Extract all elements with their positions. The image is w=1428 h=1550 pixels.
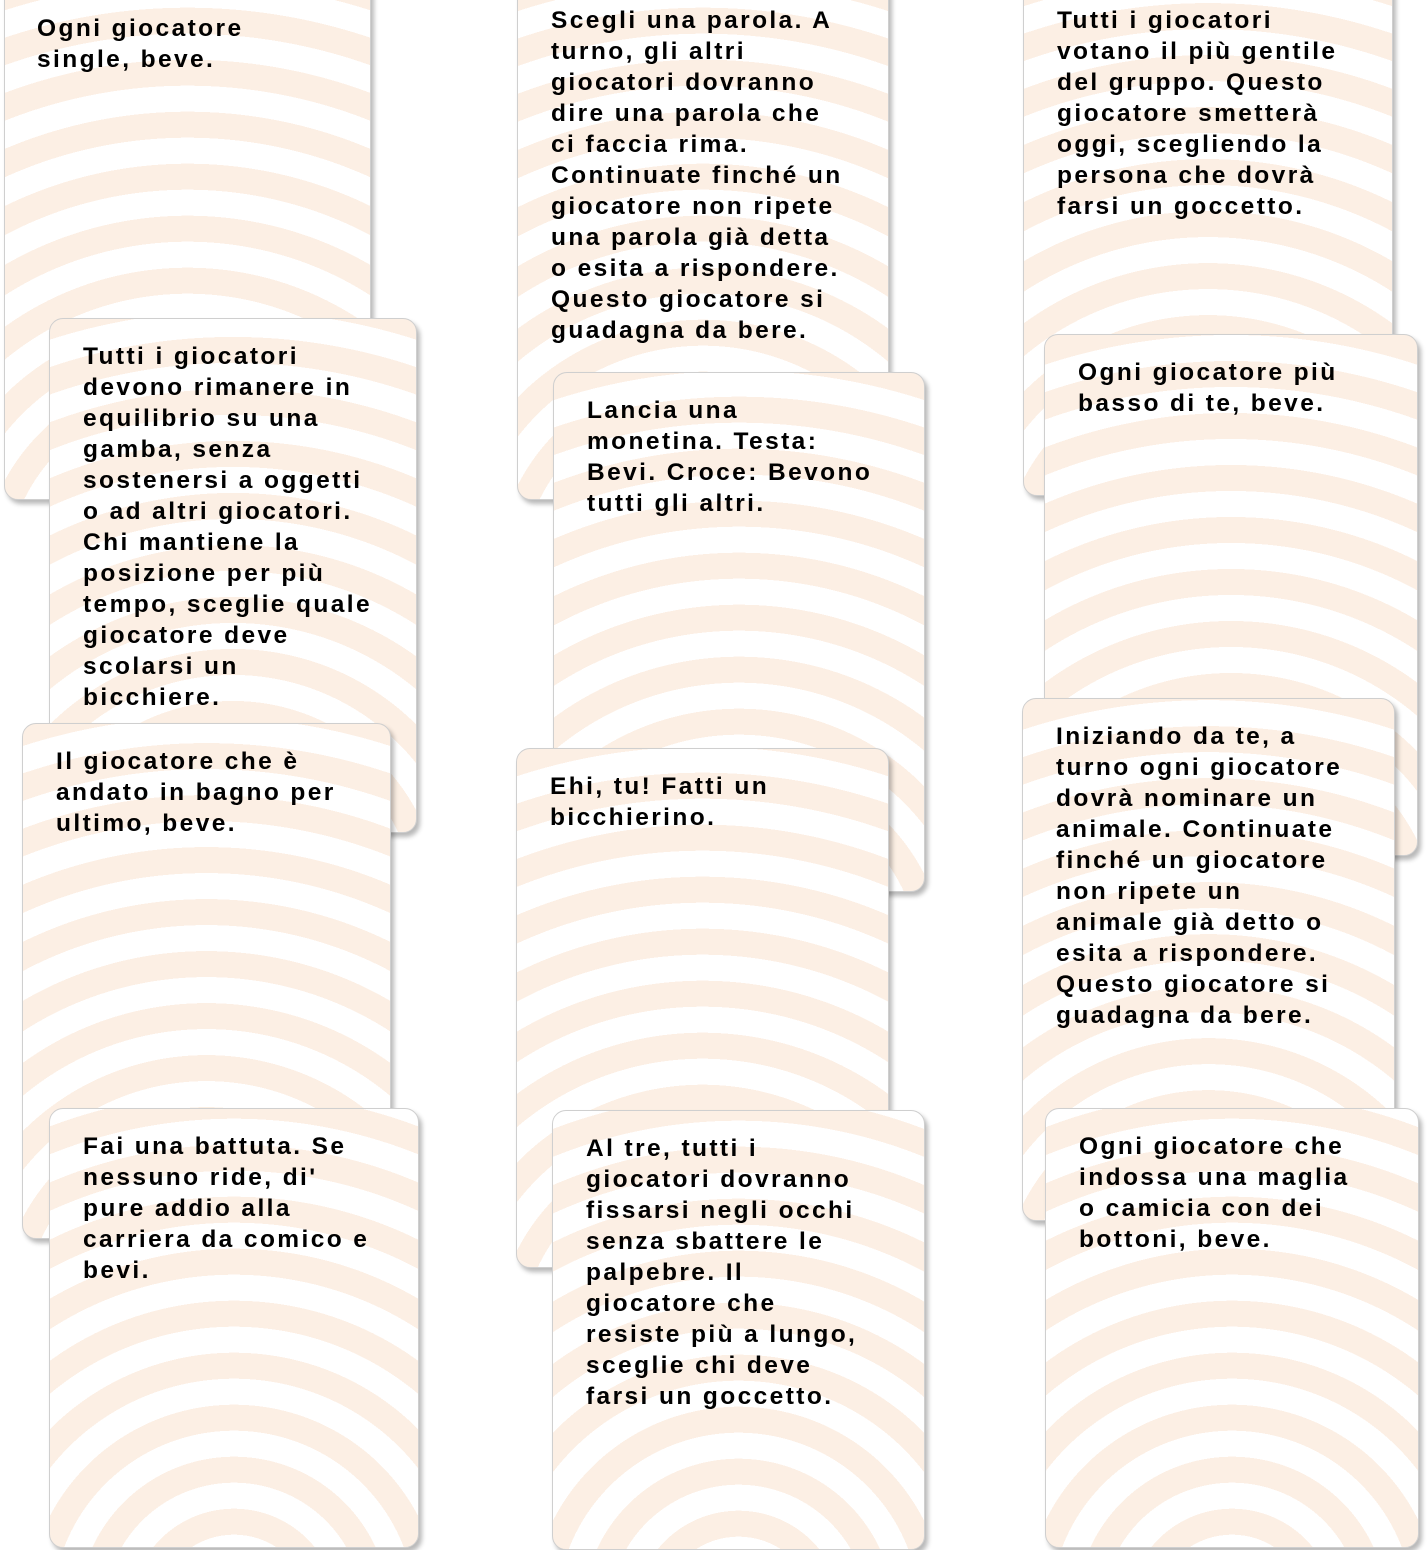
- card-text: Ehi, tu! Fatti un bicchierino.: [550, 773, 770, 831]
- card-text: Tutti i giocatori devono rimanere in equilibrio su una gamba, senza sostenersi a oggetti o ad altri giocatori. Chi mantiene la posizione per più tempo, sceglie quale giocatore deve scolarsi un bicchiere.: [83, 343, 372, 711]
- card-text: Ogni giocatore che indossa una maglia o camicia con dei bottoni, beve.: [1079, 1133, 1350, 1253]
- card-text: Tutti i giocatori votano il più gentile del gruppo. Questo giocatore smetterà oggi, scegliendo la persona che dovrà farsi un goccetto.: [1057, 7, 1338, 220]
- game-card-bottoni: [1045, 1108, 1419, 1548]
- card-text: Ogni giocatore più basso di te, beve.: [1078, 359, 1338, 417]
- card-text: Lancia una monetina. Testa: Bevi. Croce: Bevono tutti gli altri.: [587, 397, 873, 517]
- game-card-occhi: [552, 1110, 925, 1550]
- card-text: Scegli una parola. A turno, gli altri giocatori dovranno dire una parola che ci faccia rima. Continuate finché un giocatore non ripete una parola già detta o esita a rispondere. Questo giocatore si guadagna da bere.: [551, 7, 843, 344]
- card-text: Il giocatore che è andato in bagno per ultimo, beve.: [56, 748, 336, 837]
- card-text: Ogni giocatore single, beve.: [37, 15, 244, 73]
- card-text: Iniziando da te, a turno ogni giocatore dovrà nominare un animale. Continuate finché un giocatore non ripete un animale già detto o esita a rispondere. Questo giocatore si guadagna da bere.: [1056, 723, 1343, 1029]
- card-text: Al tre, tutti i giocatori dovranno fissarsi negli occhi senza sbattere le palpebre. Il giocatore che resiste più a lungo, sceglie chi deve farsi un goccetto.: [586, 1135, 858, 1410]
- card-text: Fai una battuta. Se nessuno ride, di' pure addio alla carriera da comico e bevi.: [83, 1133, 370, 1284]
- game-card-battuta: [49, 1108, 419, 1548]
